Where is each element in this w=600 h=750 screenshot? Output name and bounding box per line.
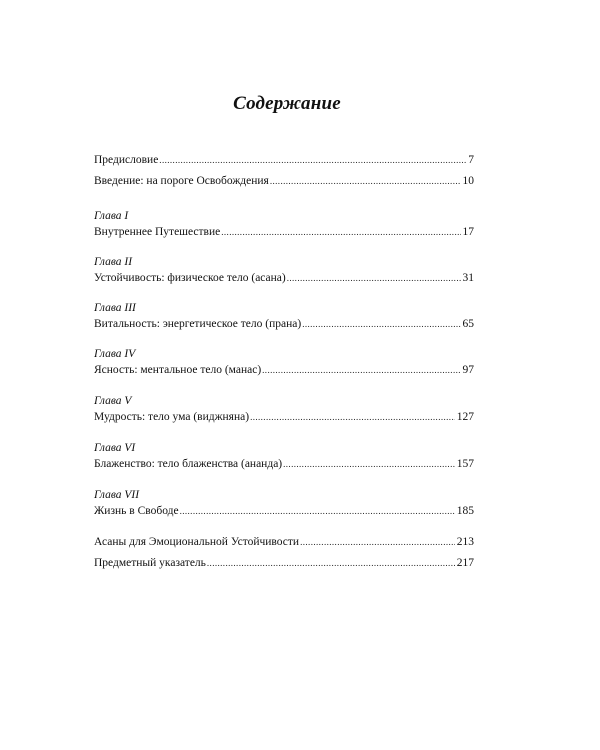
toc-entry-page: 127 xyxy=(456,411,474,423)
chapter-label: Глава IV xyxy=(94,348,136,360)
toc-entry-page: 97 xyxy=(462,364,474,376)
dot-leader xyxy=(300,534,455,550)
dot-leader xyxy=(180,503,455,519)
dot-leader xyxy=(270,173,461,189)
dot-leader xyxy=(250,409,455,425)
dot-leader xyxy=(283,456,455,472)
toc-entry-title: Устойчивость: физическое тело (асана) xyxy=(94,272,286,284)
dot-leader xyxy=(207,555,455,571)
toc-entry-page: 213 xyxy=(456,536,474,548)
toc-entry-page: 10 xyxy=(462,175,474,187)
chapter-label: Глава V xyxy=(94,395,132,407)
chapter-label: Глава III xyxy=(94,302,136,314)
toc-entry-preface xyxy=(94,152,474,168)
toc-entry-page: 65 xyxy=(462,318,474,330)
toc-entry-page: 217 xyxy=(456,557,474,569)
toc-entry-chapter-1 xyxy=(94,224,474,240)
toc-entry-title: Ясность: ментальное тело (манас) xyxy=(94,364,262,376)
toc-entry-title: Предисловие xyxy=(94,154,159,166)
toc-entry-index xyxy=(94,555,474,571)
dot-leader xyxy=(159,152,466,168)
toc-entry-title: Асаны для Эмоциональной Устойчивости xyxy=(94,536,300,548)
toc-entry-page: 7 xyxy=(468,154,474,166)
toc-entry-page: 31 xyxy=(462,272,474,284)
toc-entry-page: 157 xyxy=(456,458,474,470)
toc-entry-title: Предметный указатель xyxy=(94,557,206,569)
chapter-label: Глава II xyxy=(94,256,133,268)
toc-entry-page: 185 xyxy=(456,505,474,517)
toc-entry-title: Мудрость: тело ума (виджняна) xyxy=(94,411,250,423)
toc-entry-title: Введение: на пороге Освобождения xyxy=(94,175,269,187)
toc-entry-title: Внутреннее Путешествие xyxy=(94,226,221,238)
toc-entry-chapter-6 xyxy=(94,456,474,472)
page-title: Содержание xyxy=(233,93,341,114)
toc-entry-asanas xyxy=(94,534,474,550)
dot-leader xyxy=(221,224,460,240)
toc-entry-chapter-5 xyxy=(94,409,474,425)
chapter-label: Глава VII xyxy=(94,489,140,501)
toc-entry-chapter-4 xyxy=(94,362,474,378)
dot-leader xyxy=(302,316,460,332)
dot-leader xyxy=(262,362,460,378)
chapter-label: Глава I xyxy=(94,210,129,222)
toc-entry-page: 17 xyxy=(462,226,474,238)
toc-entry-chapter-7 xyxy=(94,503,474,519)
toc-entry-title: Витальность: энергетическое тело (прана) xyxy=(94,318,302,330)
chapter-label: Глава VI xyxy=(94,442,136,454)
toc-entry-introduction xyxy=(94,173,474,189)
toc-entry-chapter-3 xyxy=(94,316,474,332)
toc-entry-chapter-2 xyxy=(94,270,474,286)
toc-entry-title: Жизнь в Свободе xyxy=(94,505,179,517)
toc-entry-title: Блаженство: тело блаженства (ананда) xyxy=(94,458,283,470)
dot-leader xyxy=(287,270,461,286)
